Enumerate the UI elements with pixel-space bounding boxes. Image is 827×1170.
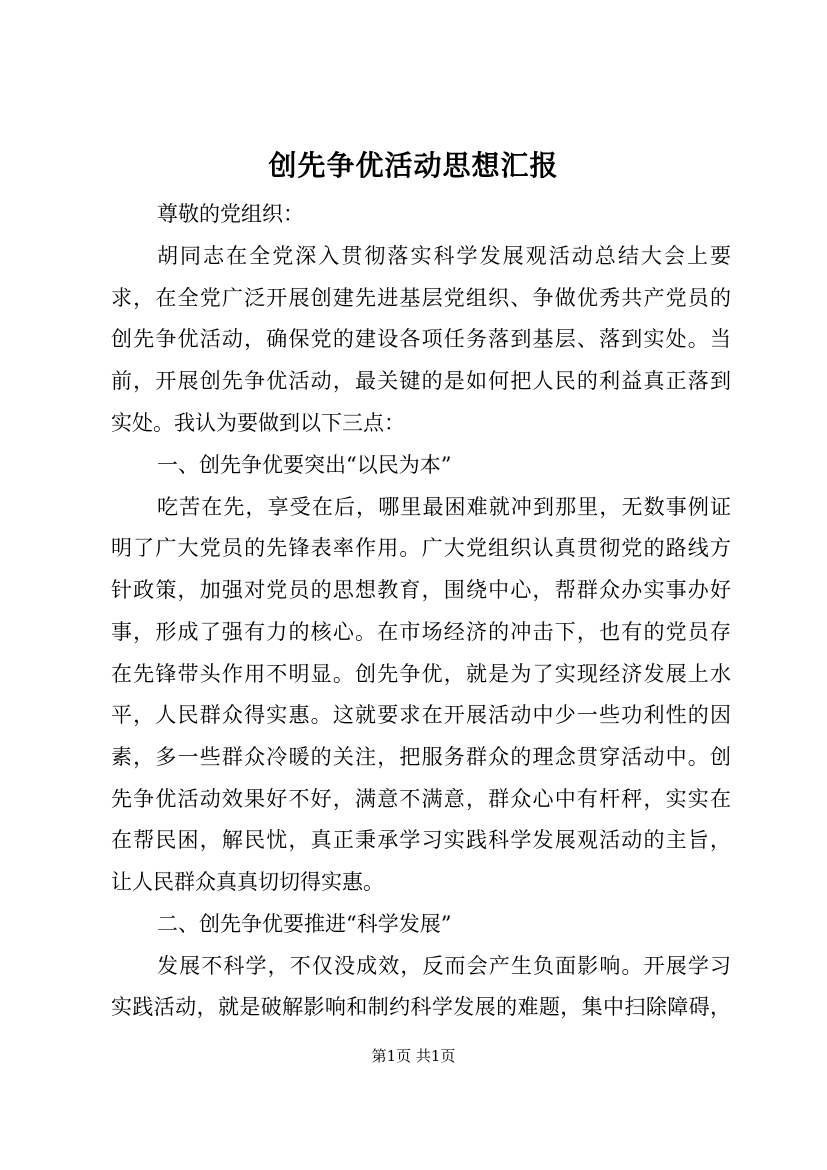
page-footer: 第1页 共1页 — [371, 1047, 456, 1065]
paragraph-line: 吃苦在先，享受在后，哪里最困难就冲到那里，无数事例证 — [157, 495, 731, 519]
paragraph-line: 事，形成了强有力的核心。在市场经济的冲击下，也有的党员存 — [111, 620, 731, 644]
paragraph-line: 在帮民困，解民忧，真正秉承学习实践科学发展观活动的主旨， — [111, 828, 731, 852]
document-title: 创先争优活动思想汇报 — [268, 149, 559, 182]
paragraph-line: 针政策，加强对党员的思想教育，围绕中心，帮群众办实事办好 — [111, 578, 731, 602]
paragraph-line: 创先争优活动，确保党的建设各项任务落到基层、落到实处。当 — [111, 327, 731, 351]
paragraph-line: 先争优活动效果好不好，满意不满意，群众心中有杆秤，实实在 — [111, 787, 731, 811]
section-heading-1: 一、创先争优要突出“以民为本” — [157, 453, 452, 477]
section-heading-2: 二、创先争优要推进“科学发展” — [157, 912, 452, 936]
paragraph-line: 在先锋带头作用不明显。创先争优，就是为了实现经济发展上水 — [111, 662, 731, 686]
salutation: 尊敬的党组织： — [157, 202, 304, 226]
paragraph-line: 求，在全党广泛开展创建先进基层党组织、争做优秀共产党员的 — [111, 286, 731, 310]
paragraph-line: 实处。我认为要做到以下三点： — [111, 411, 405, 435]
paragraph-line: 前，开展创先争优活动，最关键的是如何把人民的利益真正落到 — [111, 369, 731, 393]
paragraph-line: 发展不科学，不仅没成效，反而会产生负面影响。开展学习 — [157, 954, 731, 978]
paragraph-line: 实践活动，就是破解影响和制约科学发展的难题，集中扫除障碍， — [111, 995, 731, 1019]
paragraph-line: 平，人民群众得实惠。这就要求在开展活动中少一些功利性的因 — [111, 703, 731, 727]
paragraph-line: 明了广大党员的先锋表率作用。广大党组织认真贯彻党的路线方 — [111, 536, 731, 560]
paragraph-line: 胡同志在全党深入贯彻落实科学发展观活动总结大会上要 — [157, 244, 731, 268]
paragraph-line: 素，多一些群众冷暖的关注，把服务群众的理念贯穿活动中。创 — [111, 745, 731, 769]
paragraph-line: 让人民群众真真切切得实惠。 — [111, 870, 384, 894]
